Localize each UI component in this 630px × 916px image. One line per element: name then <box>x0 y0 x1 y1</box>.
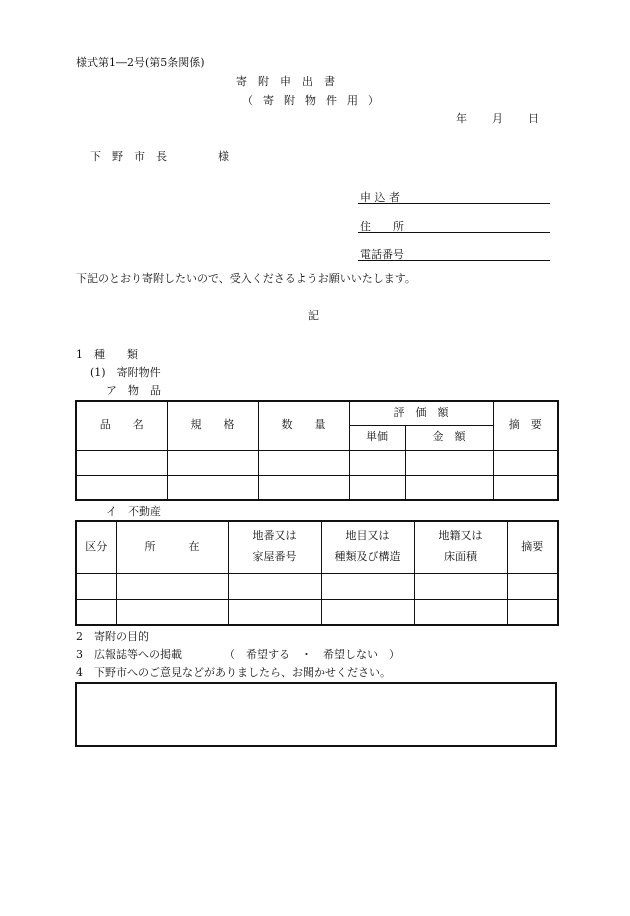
section1-sub1: (1) 寄附物件 <box>90 366 161 379</box>
ki-label: 記 <box>308 309 319 322</box>
goods-cell[interactable] <box>493 475 558 500</box>
realestate-col-remarks: 摘要 <box>507 521 558 573</box>
section3-heading: 3 広報誌等への掲載 <box>76 648 182 661</box>
realestate-col-area-line2: 床面積 <box>444 550 477 564</box>
goods-cell[interactable] <box>405 450 493 475</box>
realestate-cell[interactable] <box>414 573 507 599</box>
realestate-cell[interactable] <box>507 573 558 599</box>
goods-col-amount: 金 額 <box>405 425 493 450</box>
goods-col-name: 品 名 <box>76 401 167 450</box>
date-year-label: 年 <box>456 112 467 125</box>
goods-col-spec: 規 格 <box>167 401 258 450</box>
goods-table <box>75 400 559 501</box>
realestate-col-category-line1: 地目又は <box>345 529 390 543</box>
realestate-cell[interactable] <box>321 573 414 599</box>
goods-cell[interactable] <box>258 475 349 500</box>
goods-col-unit-price: 単価 <box>349 425 405 450</box>
realestate-cell[interactable] <box>116 573 228 599</box>
goods-cell[interactable] <box>258 450 349 475</box>
goods-cell[interactable] <box>349 475 405 500</box>
realestate-label: イ 不動産 <box>106 505 161 518</box>
realestate-col-area-line1: 地籍又は <box>438 529 483 543</box>
goods-label: ア 物 品 <box>106 384 161 397</box>
realestate-cell[interactable] <box>414 599 507 625</box>
applicant-field[interactable] <box>358 203 550 204</box>
address-field[interactable] <box>358 232 550 233</box>
goods-cell[interactable] <box>167 450 258 475</box>
realestate-col-class: 区分 <box>76 521 116 573</box>
realestate-col-area <box>414 521 507 573</box>
realestate-cell[interactable] <box>76 599 116 625</box>
date-day-label: 日 <box>528 112 539 125</box>
section1-heading: 1 種 類 <box>76 348 138 361</box>
goods-cell[interactable] <box>76 450 167 475</box>
realestate-col-category <box>321 521 414 573</box>
address-label: 住 所 <box>360 220 404 233</box>
applicant-label: 申 込 者 <box>360 191 400 204</box>
goods-col-valuation: 評 価 額 <box>349 401 493 425</box>
form-number: 様式第1―2号(第5条関係) <box>76 56 205 69</box>
realestate-cell[interactable] <box>228 573 321 599</box>
goods-cell[interactable] <box>167 475 258 500</box>
realestate-col-lot <box>228 521 321 573</box>
goods-col-qty: 数 量 <box>258 401 349 450</box>
goods-cell[interactable] <box>493 450 558 475</box>
realestate-cell[interactable] <box>116 599 228 625</box>
section2-heading: 2 寄附の目的 <box>76 630 149 643</box>
intro-text: 下記のとおり寄附したいので、受入くださるようお願いいたします。 <box>76 272 416 285</box>
realestate-cell[interactable] <box>228 599 321 625</box>
date-month-label: 月 <box>492 112 503 125</box>
section4-heading: 4 下野市へのご意見などがありましたら、お聞かせください。 <box>76 666 391 679</box>
table-row <box>76 599 558 625</box>
document-subtitle: （寄附物件用） <box>242 94 389 107</box>
goods-cell[interactable] <box>405 475 493 500</box>
realestate-cell[interactable] <box>76 573 116 599</box>
phone-label: 電話番号 <box>360 248 404 261</box>
realestate-table <box>75 520 559 626</box>
addressee-honorific: 様 <box>218 150 229 163</box>
realestate-col-lot-line2: 家屋番号 <box>252 550 297 564</box>
goods-cell[interactable] <box>76 475 167 500</box>
table-row <box>76 475 558 500</box>
realestate-cell[interactable] <box>507 599 558 625</box>
realestate-col-location: 所 在 <box>116 521 228 573</box>
goods-col-remarks: 摘 要 <box>493 401 558 450</box>
table-row <box>76 573 558 599</box>
publication-options[interactable]: （ 希望する ・ 希望しない ） <box>224 648 400 661</box>
phone-field[interactable] <box>358 260 550 261</box>
table-row <box>76 450 558 475</box>
realestate-cell[interactable] <box>321 599 414 625</box>
realestate-col-lot-line1: 地番又は <box>252 529 297 543</box>
addressee-name: 下 野 市 長 <box>90 150 167 163</box>
document-title: 寄 附 申 出 書 <box>236 75 335 88</box>
opinion-box[interactable] <box>75 682 557 747</box>
goods-cell[interactable] <box>349 450 405 475</box>
realestate-col-category-line2: 種類及び構造 <box>334 550 401 564</box>
